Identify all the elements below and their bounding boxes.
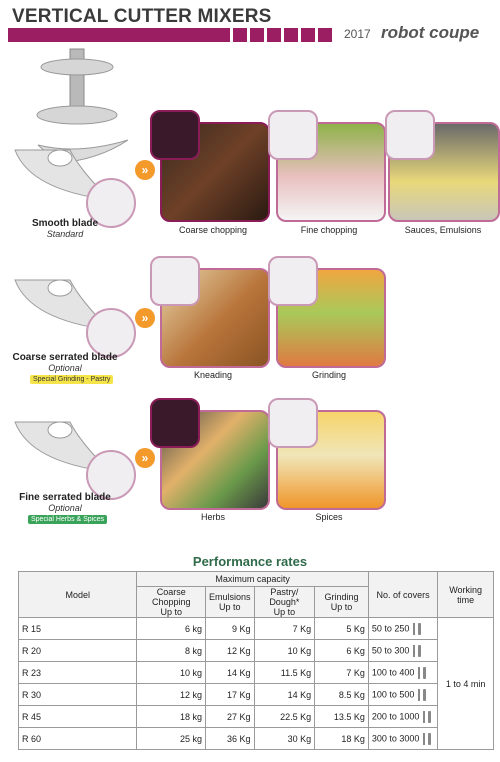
table-row: R 30 12 kg 17 Kg 14 Kg 8.5 Kg 100 to 500 <box>19 684 494 706</box>
covers-cell: 200 to 1000 <box>368 706 437 728</box>
caption-spices: Spices <box>315 512 343 522</box>
table-row: R 20 8 kg 12 Kg 10 Kg 6 Kg 50 to 300 <box>19 640 494 662</box>
fine-serrated-blade-subtitle: Optional <box>48 503 82 513</box>
table-row: R 15 6 kg 9 Kg 7 Kg 5 Kg 50 to 250 1 to 4 min <box>19 618 494 640</box>
table-row: R 23 10 kg 14 Kg 11.5 Kg 7 Kg 100 to 400 <box>19 662 494 684</box>
covers-cell: 50 to 300 <box>368 640 437 662</box>
fine-serrated-blade-name: Fine serrated blade <box>19 492 111 503</box>
covers-cell: 100 to 400 <box>368 662 437 684</box>
covers-cell: 100 to 500 <box>368 684 437 706</box>
brand-bar <box>8 28 338 42</box>
header-emulsions: Emulsions Up to <box>206 587 255 618</box>
fine-serrated-thumb-icon-2 <box>268 398 318 448</box>
coarse-serrated-edge-icon <box>86 308 136 358</box>
performance-table <box>18 571 494 750</box>
fine-serrated-thumb-icon <box>150 398 200 448</box>
coarse-serrated-blade-subtitle: Optional <box>48 363 82 373</box>
smooth-blade-thumb-icon-2 <box>268 110 318 160</box>
brand-logo: robot coupe <box>381 23 480 42</box>
arrow-icon-3: » <box>135 448 155 468</box>
covers-cell: 50 to 250 <box>368 618 437 640</box>
arrow-icon-2: » <box>135 308 155 328</box>
coarse-serrated-thumb-icon <box>150 256 200 306</box>
cutlery-icon <box>421 710 433 724</box>
fine-serrated-badge: Special Herbs & Spices <box>28 515 107 524</box>
performance-title: Performance rates <box>192 554 308 569</box>
smooth-blade-name: Smooth blade <box>31 218 99 229</box>
header-model: Model <box>19 572 137 618</box>
caption-herbs: Herbs <box>200 512 225 522</box>
coarse-serrated-thumb-icon-2 <box>268 256 318 306</box>
table-row: R 45 18 kg 27 Kg 22.5 Kg 13.5 Kg 200 to 1000 <box>19 706 494 728</box>
caption-coarse-chopping: Coarse chopping <box>178 225 248 235</box>
table-row: R 60 25 kg 36 Kg 30 Kg 18 Kg 300 to 3000 <box>19 728 494 750</box>
header-covers: No. of covers <box>368 572 437 618</box>
coarse-serrated-blade-name: Coarse serrated blade <box>12 352 118 363</box>
caption-fine-chopping: Fine chopping <box>300 225 358 235</box>
cutlery-icon <box>421 732 433 746</box>
cutlery-icon <box>416 688 428 702</box>
covers-cell: 300 to 3000 <box>368 728 437 750</box>
header-pastry: Pastry/ Dough* Up to <box>254 587 315 618</box>
header-coarse: Coarse Chopping Up to <box>137 587 206 618</box>
header-max-capacity: Maximum capacity <box>137 572 368 587</box>
header-working-time: Working time <box>438 572 494 618</box>
header-grinding: Grinding Up to <box>315 587 369 618</box>
coarse-serrated-badge: Special Grinding - Pastry <box>30 375 113 384</box>
smooth-blade-thumb-icon <box>150 110 200 160</box>
arrow-icon: » <box>135 160 155 180</box>
working-time-cell: 1 to 4 min <box>438 618 494 750</box>
cutlery-icon <box>411 644 423 658</box>
caption-grinding: Grinding <box>311 370 347 380</box>
year-label: 2017 <box>344 27 371 41</box>
page-title: VERTICAL CUTTER MIXERS <box>12 6 272 27</box>
smooth-blade-subtitle: Standard <box>46 229 84 239</box>
caption-kneading: Kneading <box>193 370 233 380</box>
caption-sauces: Sauces, Emulsions <box>404 225 482 235</box>
smooth-blade-thumb-icon-3 <box>385 110 435 160</box>
cutlery-icon <box>411 622 423 636</box>
cutlery-icon <box>416 666 428 680</box>
